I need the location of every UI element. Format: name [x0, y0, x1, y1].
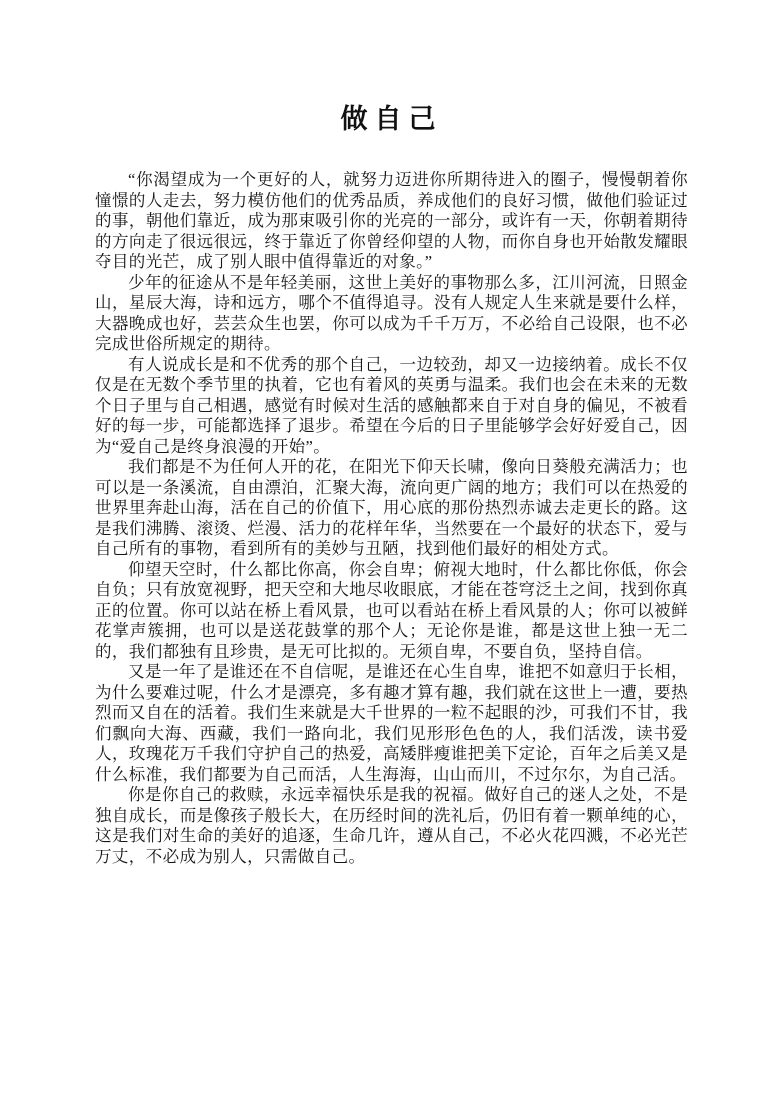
document-body — [95, 170, 688, 867]
paragraph: 少年的征途从不是年轻美丽，这世上美好的事物那么多，江川河流，日照金山，星辰大海，诗和远方，哪个不值得追寻。没有人规定人生来就是要什么样，大器晚成也好，芸芸众生也罢，你可以成为千千万万，不必给自己设限，也不必完成世俗所规定的期待。 — [95, 272, 688, 353]
paragraph: 我们都是不为任何人开的花，在阳光下仰天长啸，像向日葵般充满活力；也可以是一条溪流，自由漂泊，汇聚大海，流向更广阔的地方；我们可以在热爱的世界里奔赴山海，活在自己的价值下，用心底的那份热烈赤诚去走更长的路。这是我们沸腾、滚烫、烂漫、活力的花样年华，当然要在一个最好的状态下，爱与自己所有的事物，看到所有的美妙与丑陋，找到他们最好的相处方式。 — [95, 457, 688, 558]
paragraph: 有人说成长是和不优秀的那个自己，一边较劲，却又一边接纳着。成长不仅仅是在无数个季节里的执着，它也有着风的英勇与温柔。我们也会在未来的无数个日子里与自己相遇，感觉有时候对生活的感触都来自于对自身的偏见，不被看好的每一步，可能都选择了退步。希望在今后的日子里能够学会好好爱自己，因为“爱自己是终身浪漫的开始”。 — [95, 354, 688, 456]
paragraph-quote: “你渴望成为一个更好的人，就努力迈进你所期待进入的圈子，慢慢朝着你憧憬的人走去，努力模仿他们的优秀品质，养成他们的良好习惯，做他们验证过的事，朝他们靠近，成为那束吸引你的光亮的一部分，或许有一天，你朝着期待的方向走了很远很远，终于靠近了你曾经仰望的人物，而你自身也开始散发耀眼夺目的光芒，成了别人眼中值得靠近的对象。” — [95, 170, 688, 271]
paragraph: 仰望天空时，什么都比你高，你会自卑；俯视大地时，什么都比你低，你会自负；只有放宽视野，把天空和大地尽收眼底，才能在苍穹泛土之间，找到你真正的位置。你可以站在桥上看风景，也可以看站在桥上看风景的人；你可以被鲜花掌声簇拥，也可以是送花鼓掌的那个人；无论你是谁，都是这世上独一无二的，我们都独有且珍贵，是无可比拟的。无须自卑，不要自负，坚持自信。 — [95, 559, 688, 661]
page-title: 做自己 — [340, 104, 443, 134]
paragraph: 又是一年了是谁还在不自信呢，是谁还在心生自卑，谁把不如意归于长相，为什么要难过呢，什么才是漂亮，多有趣才算有趣，我们就在这世上一遭，要热烈而又自在的活着。我们生来就是大千世界的一粒不起眼的沙，可我们不甘，我们飘向大海、西藏，我们一路向北，我们见形形色色的人，我们活泼，读书爱人，玫瑰花万千我们守护自己的热爱，高矮胖瘦谁把美下定论，百年之后美又是什么标准，我们都要为自己而活，人生海海，山山而川，不过尔尔，为自己活。 — [95, 662, 688, 784]
paragraph: 你是你自己的救赎，永远幸福快乐是我的祝福。做好自己的迷人之处，不是独自成长，而是像孩子般长大，在历经时间的洗礼后，仍旧有着一颗单纯的心，这是我们对生命的美好的追逐，生命几许，遵从自己，不必火花四溅，不必光芒万丈，不必成为别人，只需做自己。 — [95, 785, 688, 866]
